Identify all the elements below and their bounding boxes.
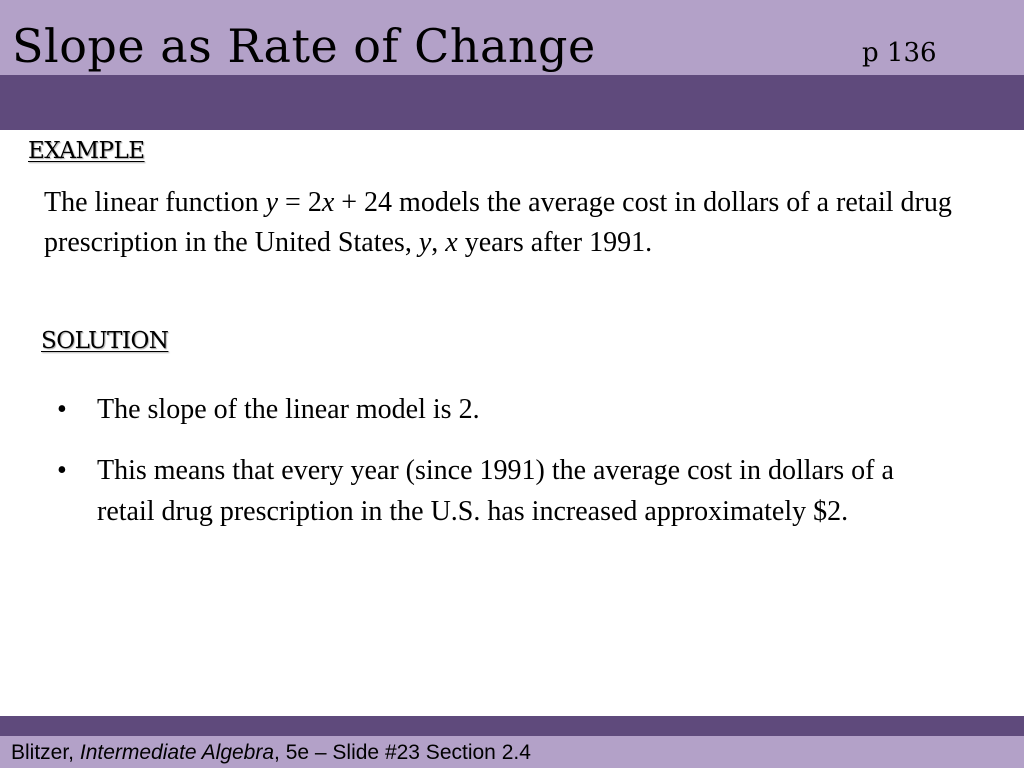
slide-title: Slope as Rate of Change — [12, 19, 596, 73]
variable-x: x — [321, 187, 335, 218]
solution-bullet-list — [57, 389, 947, 552]
example-text-part: = 2 — [278, 187, 322, 218]
page-reference: p 136 — [862, 38, 937, 68]
bullet-icon: • — [57, 455, 67, 486]
example-paragraph — [44, 183, 1004, 263]
variable-y: y — [265, 187, 279, 218]
solution-heading: SOLUTION — [41, 328, 169, 354]
example-text-part: , — [431, 227, 446, 258]
example-text-part: The linear function — [44, 187, 266, 218]
title-bar — [0, 0, 1024, 75]
example-text-part: + 24 models the average cost in dollars of a retail drug prescription in the United States, — [44, 187, 952, 258]
footer-slide-info: , 5e – Slide #23 Section 2.4 — [274, 741, 531, 764]
footer-citation — [11, 741, 531, 765]
variable-y: y — [418, 227, 432, 258]
list-item — [57, 450, 947, 532]
example-heading: EXAMPLE — [28, 138, 145, 164]
footer-bar — [0, 736, 1024, 768]
bullet-text: The slope of the linear model is 2. — [97, 394, 480, 425]
footer-author: Blitzer, — [11, 741, 80, 764]
list-item — [57, 389, 947, 430]
variable-x: x — [445, 227, 458, 258]
bullet-text: This means that every year (since 1991) the average cost in dollars of a retail drug prescription in the U.S. has increased approximately $2. — [97, 455, 894, 527]
header-band — [0, 75, 1024, 130]
example-text-part: years after 1991. — [457, 227, 653, 258]
bullet-icon: • — [57, 394, 67, 425]
footer-book-title: Intermediate Algebra — [79, 741, 275, 764]
footer-band — [0, 716, 1024, 736]
